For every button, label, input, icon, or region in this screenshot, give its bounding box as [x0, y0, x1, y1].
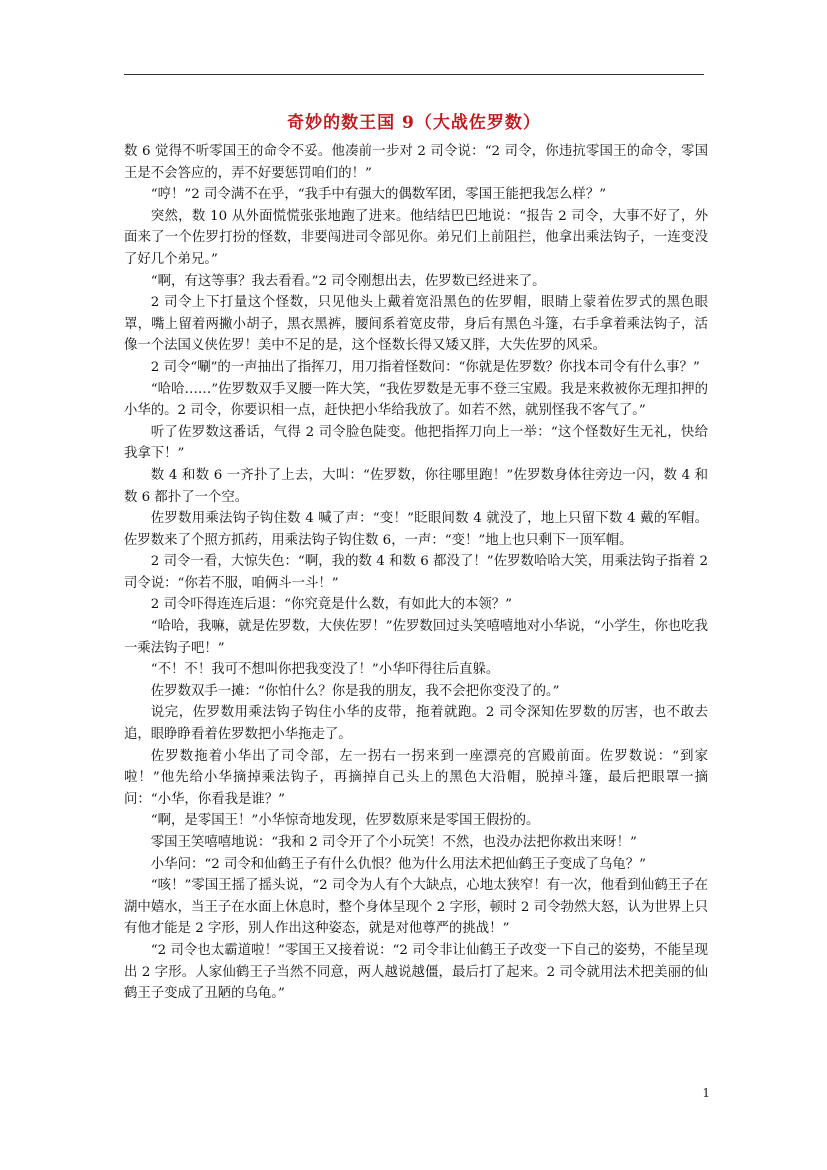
paragraph: 2 司令吓得连连后退：“你究竟是什么数，有如此大的本领？”	[150, 597, 513, 613]
paragraph: “哼！”2 司令满不在乎，“我手中有强大的偶数军团，零国王能把我怎么样？”	[150, 187, 607, 203]
paragraph: 说完，佐罗数用乘法钩子钩住小华的皮带，拖着就跑。2 司令深知佐罗数的厉害，也不敢去追，眼睁睁看着佐罗数把小华拖走了。	[124, 705, 708, 743]
paragraph: 佐罗数用乘法钩子钩住数 4 喊了声：“变！”眨眼间数 4 就没了，地上只留下数 4 戴的军帽。佐罗数来了个照方抓药，用乘法钩子钩住数 6，一声：“变！”地上也只剩下一顶军帽。	[124, 511, 708, 548]
paragraph: “啊，有这等事？我去看看。”2 司令刚想出去，佐罗数已经进来了。	[150, 273, 546, 289]
page-title: 奇妙的数王国 9（大战佐罗数）	[287, 113, 541, 133]
page-number: 1	[702, 1086, 710, 1100]
paragraph: 佐罗数双手一摊：“你怕什么？你是我的朋友，我不会把你变没了的。”	[150, 683, 560, 699]
paragraph: “2 司令也太霸道啦！”零国王又接着说：“2 司令非让仙鹤王子改变一下自己的姿势，不能呈现出 2 字形。人家仙鹤王子当然不同意，两人越说越僵，最后打了起来。2 司令就用法术把美丽的仙鹤王子变成了丑陋的乌龟。”	[124, 942, 708, 1002]
header-rule	[124, 74, 704, 75]
paragraph: 2 司令“唰”的一声抽出了指挥刀，用刀指着怪数问：“你就是佐罗数？你找本司令有什么事？”	[150, 359, 700, 375]
paragraph: “啊，是零国王！”小华惊奇地发现，佐罗数原来是零国王假扮的。	[150, 813, 540, 829]
paragraph: 数 6 觉得不听零国王的命令不妥。他凑前一步对 2 司令说：“2 司令，你违抗零国王的命令，零国王是不会答应的，弄不好要惩罚咱们的！”	[124, 144, 708, 181]
paragraph: 2 司令一看，大惊失色：“啊，我的数 4 和数 6 都没了！”佐罗数哈哈大笑，用乘法钩子指着 2 司令说：“你若不服，咱俩斗一斗！”	[124, 554, 708, 591]
paragraph: 突然，数 10 从外面慌慌张张地跑了进来。他结结巴巴地说：“报告 2 司令，大事不好了，外面来了一个佐罗打扮的怪数，非要闯进司令部见你。弟兄们上前阻拦，他拿出乘法钩子，一连变没了好几个弟兄。”	[124, 208, 708, 267]
paragraph: “咳！”零国王摇了摇头说，“2 司令为人有个大缺点，心地太狭窄！有一次，他看到仙鹤王子在湖中嬉水，当王子在水面上休息时，整个身体呈现个 2 字形，顿时 2 司令勃然大怒，认为世界上只有他才能是 2 字形，别人作出这种姿态，就是对他尊严的挑战！”	[124, 878, 708, 937]
paragraph: 2 司令上下打量这个怪数，只见他头上戴着宽沿黑色的佐罗帽，眼睛上蒙着佐罗式的黑色眼罩，嘴上留着两撇小胡子，黑衣黑裤，腰间系着宽皮带，身后有黑色斗篷，右手拿着乘法钩子，活像一个法国义侠佐罗！美中不足的是，这个怪数长得又矮又胖，大失佐罗的风采。	[124, 295, 708, 354]
paragraph: “不！不！我可不想叫你把我变没了！”小华吓得往后直躲。	[150, 662, 500, 678]
paragraph: “哈哈……”佐罗数双手叉腰一阵大笑，“我佐罗数是无事不登三宝殿。我是来救被你无理扣押的小华的。2 司令，你要识相一点，赶快把小华给我放了。如若不然，就别怪我不客气了。”	[124, 381, 708, 419]
paragraph: 佐罗数拖着小华出了司令部，左一拐右一拐来到一座漂亮的宫殿前面。佐罗数说：“到家啦！”他先给小华摘掉乘法钩子，再摘掉自己头上的黑色大沿帽，脱掉斗篷，最后把眼罩一摘问：“小华，你看我是谁？”	[124, 748, 708, 807]
article-body	[124, 141, 708, 1005]
paragraph: 数 4 和数 6 一齐扑了上去，大叫：“佐罗数，你往哪里跑！”佐罗数身体往旁边一闪，数 4 和数 6 都扑了一个空。	[124, 467, 708, 505]
paragraph: “哈哈，我嘛，就是佐罗数，大侠佐罗！”佐罗数回过头笑嘻嘻地对小华说，“小学生，你也吃我一乘法钩子吧！”	[124, 619, 708, 656]
paragraph: 听了佐罗数这番话，气得 2 司令脸色陡变。他把指挥刀向上一举：“这个怪数好生无礼，快给我拿下！”	[124, 424, 708, 462]
paragraph: 小华问：“2 司令和仙鹤王子有什么仇恨？他为什么用法术把仙鹤王子变成了乌龟？”	[150, 856, 646, 872]
paragraph: 零国王笑嘻嘻地说：“我和 2 司令开了个小玩笑！不然，也没办法把你救出来呀！”	[150, 835, 637, 850]
